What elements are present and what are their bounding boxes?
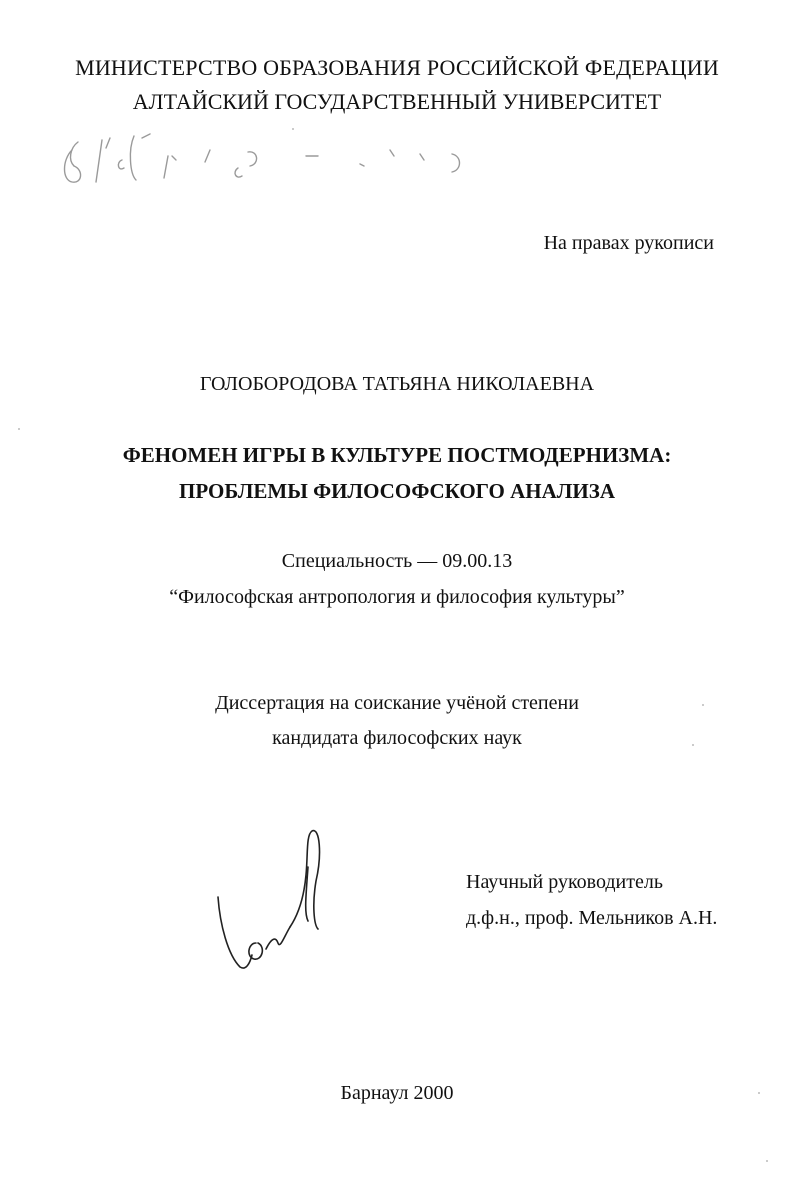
handwritten-signature bbox=[210, 825, 330, 975]
dissertation-title-line-1: ФЕНОМЕН ИГРЫ В КУЛЬТУРЕ ПОСТМОДЕРНИЗМА: bbox=[122, 443, 672, 467]
manuscript-rights-note: На правах рукописи bbox=[543, 232, 714, 254]
university-heading: АЛТАЙСКИЙ ГОСУДАРСТВЕННЫЙ УНИВЕРСИТЕТ bbox=[132, 89, 662, 114]
supervisor-name: д.ф.н., проф. Мельников А.Н. bbox=[466, 907, 718, 929]
scan-speck bbox=[18, 428, 20, 430]
handwritten-pencil-mark bbox=[60, 120, 480, 200]
author-name: ГОЛОБОРОДОВА ТАТЬЯНА НИКОЛАЕВНА bbox=[199, 373, 595, 395]
scan-speck bbox=[758, 1092, 760, 1094]
scan-speck bbox=[766, 1160, 768, 1162]
degree-statement-line-2: кандидата философских наук bbox=[272, 727, 522, 749]
specialty-name: “Философская антропология и философия культуры” bbox=[169, 586, 625, 608]
dissertation-title-line-2: ПРОБЛЕМЫ ФИЛОСОФСКОГО АНАЛИЗА bbox=[178, 479, 615, 503]
specialty-code: Специальность — 09.00.13 bbox=[281, 550, 513, 572]
scan-speck bbox=[702, 704, 704, 706]
scan-speck bbox=[692, 744, 694, 746]
degree-statement-line-1: Диссертация на соискание учёной степени bbox=[215, 692, 579, 714]
city-and-year: Барнаул 2000 bbox=[340, 1082, 454, 1104]
scan-speck bbox=[292, 128, 294, 130]
supervisor-label: Научный руководитель bbox=[466, 871, 663, 893]
ministry-heading: МИНИСТЕРСТВО ОБРАЗОВАНИЯ РОССИЙСКОЙ ФЕДЕРАЦИИ bbox=[75, 55, 719, 80]
